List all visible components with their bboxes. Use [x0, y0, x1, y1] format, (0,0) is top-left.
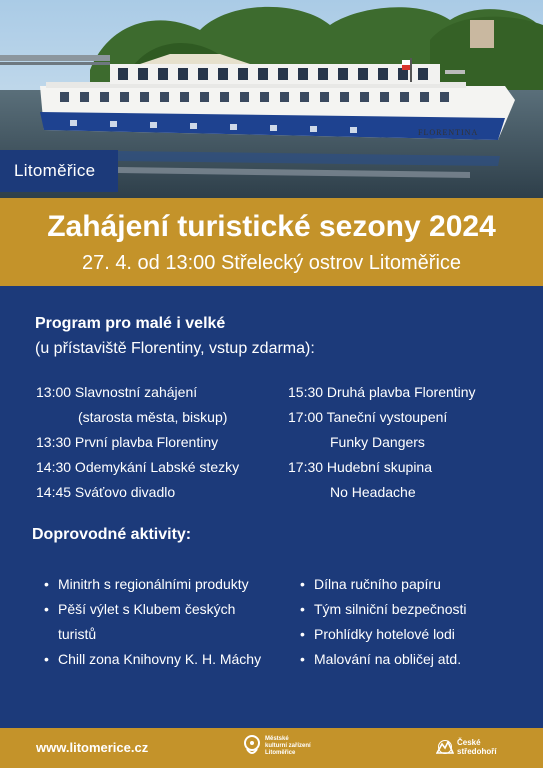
logo-text-line: Městské [265, 735, 289, 742]
bullet-icon: • [44, 601, 49, 617]
activity-text: Dílna ručního papíru [314, 576, 441, 592]
activity-item [300, 647, 467, 672]
page-title: Zahájení turistické sezony 2024 [47, 210, 496, 243]
activities-list-left [44, 572, 261, 672]
website-link[interactable]: www.litomerice.cz [36, 740, 149, 755]
bullet-icon: • [300, 601, 305, 617]
bullet-icon: • [300, 576, 305, 592]
program-column-left [36, 380, 239, 505]
activity-item [44, 572, 261, 597]
program-note: (u přístaviště Florentiny, vstup zdarma): [35, 340, 315, 357]
activity-item [300, 622, 467, 647]
program-item: 17:00 Taneční vystoupení [288, 409, 448, 425]
logo-text-line: kulturní zařízení [265, 742, 311, 749]
program-item: 14:45 Sváťovo divadlo [36, 484, 176, 500]
activity-text: Malování na obličej atd. [314, 651, 462, 667]
activity-item [44, 597, 261, 647]
city-logo [0, 150, 118, 192]
activities-list-right [300, 572, 467, 672]
mkz-logo-icon [243, 735, 261, 757]
logo-text-line: České [457, 738, 481, 747]
bullet-icon: • [300, 651, 305, 667]
bullet-icon: • [44, 576, 49, 592]
activity-item [44, 647, 261, 672]
activity-item [300, 597, 467, 622]
bullet-icon: • [300, 626, 305, 642]
bullet-icon: • [44, 651, 49, 667]
logo-text-line: Litoměřice [265, 749, 296, 756]
program-item: 13:30 První plavba Florentiny [36, 434, 219, 450]
program-column-right [288, 380, 476, 505]
program-item: 17:30 Hudební skupina [288, 459, 432, 475]
program-item: (starosta města, biskup) [78, 409, 228, 425]
ceske-stredohori-logo [436, 738, 497, 756]
logo-text-line: středohoří [457, 747, 497, 756]
ceske-stredohori-text [457, 738, 497, 756]
activity-item [300, 572, 467, 597]
program-item: No Headache [330, 484, 416, 500]
activity-text: Prohlídky hotelové lodi [314, 626, 455, 642]
title-band [0, 198, 543, 286]
program-heading: Program pro malé i velké [35, 315, 226, 332]
mkz-logo [243, 735, 311, 757]
activity-text: turistů [58, 626, 97, 642]
program-item: 13:00 Slavnostní zahájení [36, 384, 198, 400]
activity-text: Pěší výlet s Klubem českých [58, 601, 236, 617]
program-item: Funky Dangers [330, 434, 425, 450]
city-logo-text: Litoměřice [14, 161, 96, 180]
mountains-icon [436, 739, 454, 755]
activity-text: Minitrh s regionálními produkty [58, 576, 249, 592]
ship-name-label: FLORENTINA [418, 128, 479, 137]
activity-text: Tým silniční bezpečnosti [314, 601, 467, 617]
program-item: 14:30 Odemykání Labské stezky [36, 459, 240, 475]
activities-heading: Doprovodné aktivity: [32, 526, 192, 543]
program-item: 15:30 Druhá plavba Florentiny [288, 384, 476, 400]
program-heading-block [35, 311, 315, 361]
event-date-place: 27. 4. od 13:00 Střelecký ostrov Litoměřice [81, 252, 462, 274]
mkz-logo-text [265, 736, 311, 757]
footer [0, 728, 543, 768]
activity-text: Chill zona Knihovny K. H. Máchy [58, 651, 262, 667]
